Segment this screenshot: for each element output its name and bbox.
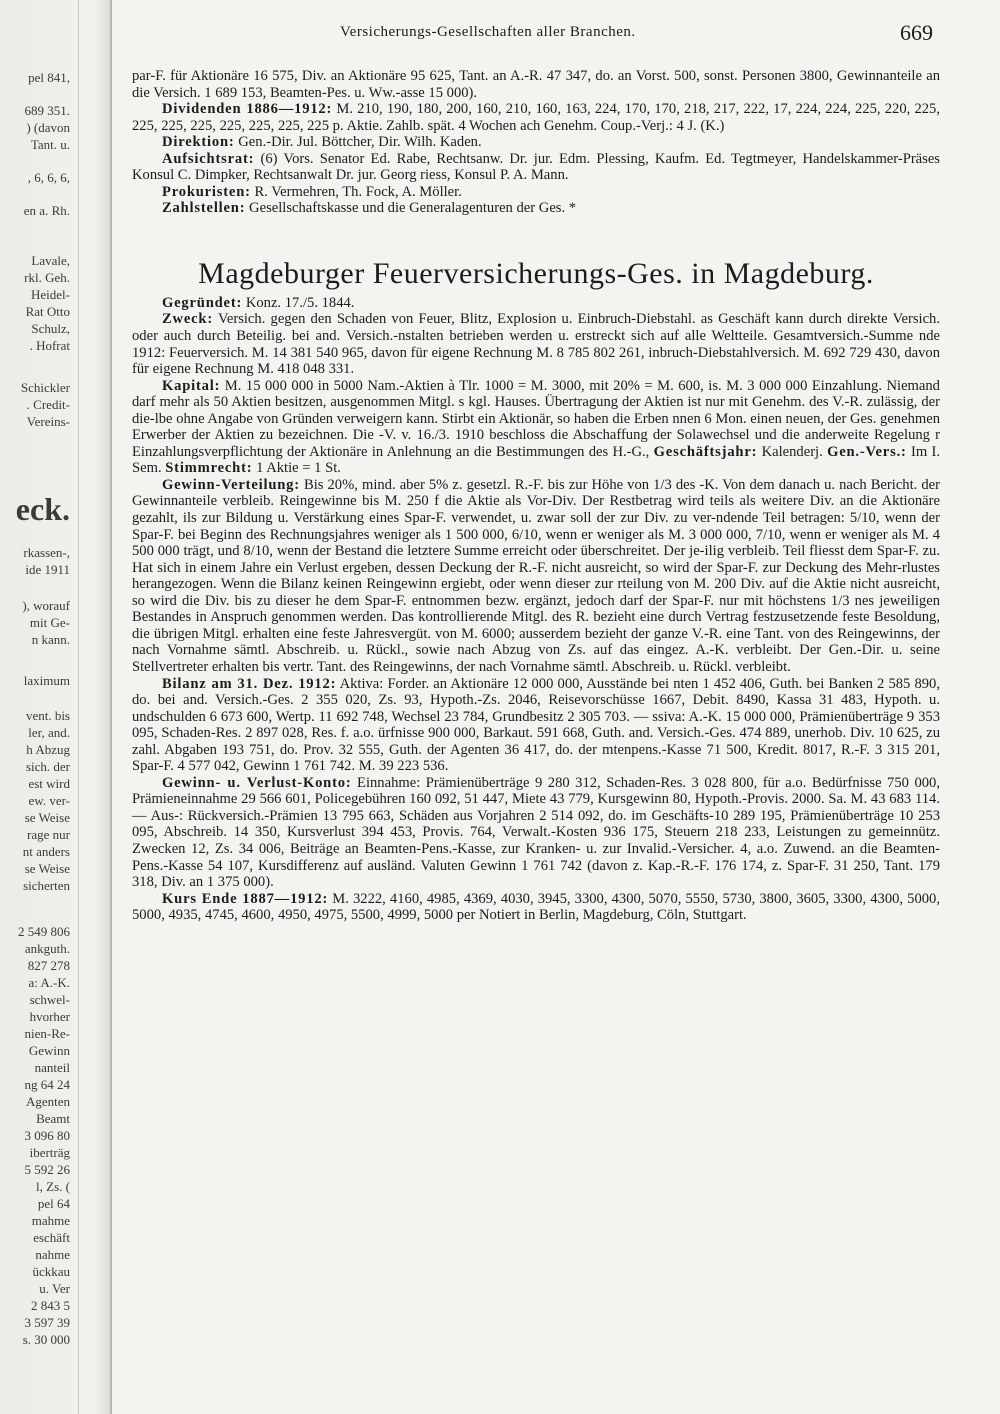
margin-fragment: Lavale, (31, 253, 70, 268)
margin-fragment: ler, and. (28, 725, 70, 740)
zahlstellen-text: Gesellschaftskasse und die Generalagenturen der Ges. * (249, 200, 577, 217)
price-history-label: Kurs Ende 1887—1912: (162, 890, 329, 907)
margin-fragment: nien-Re- (24, 1026, 70, 1041)
margin-fragment: vent. bis (25, 708, 70, 723)
founded-text: Konz. 17./5. 1844. (245, 294, 355, 311)
margin-fragment: s. 30 000 (22, 1332, 70, 1347)
margin-fragment: u. Ver (39, 1281, 70, 1296)
margin-fragment: Schulz, (31, 321, 70, 336)
dividends-label: Dividenden 1886—1912: (162, 101, 333, 118)
fiscal-year-text: Kalenderj. (761, 443, 823, 460)
prev-zahlstellen (132, 200, 940, 217)
direction-label: Direktion: (162, 134, 235, 151)
prokuristen-text: R. Vermehren, Th. Fock, A. Möller. (254, 183, 462, 200)
margin-fragment: ew. ver- (28, 793, 70, 808)
margin-fragment: rage nur (27, 827, 70, 842)
prev-direction (132, 134, 940, 151)
margin-fragment: sich. der (25, 759, 70, 774)
margin-fragment: nt anders (22, 844, 70, 859)
margin-fragment: ) (davon (26, 120, 70, 135)
margin-fragment: 2 549 806 (18, 924, 70, 939)
supervisory-label: Aufsichtsrat: (162, 150, 255, 167)
voting-right-text: 1 Aktie = 1 St. (256, 460, 341, 477)
capital-label: Kapital: (162, 377, 221, 394)
profit-loss-label: Gewinn- u. Verlust-Konto: (162, 774, 352, 791)
margin-fragment: schwel- (29, 992, 70, 1007)
supervisory-text: (6) Vors. Senator Ed. Rabe, Rechtsanw. Dr. jur. Edm. Plessing, Kaufm. Ed. Tegtmeyer, Handelskammer-Präses Konsul C. Dimpker, Rechtsanwalt Dr. jur. Georg riess, Konsul P. A. Mann. (132, 150, 940, 184)
margin-fragment: h Abzug (26, 742, 70, 757)
prokuristen-label: Prokuristen: (162, 183, 251, 200)
margin-fragment: , 6, 6, 6, (27, 170, 70, 185)
margin-fragment: . Hofrat (29, 338, 70, 353)
price-history-text: M. 3222, 4160, 4985, 4369, 4030, 3945, 3300, 4300, 5070, 5550, 5730, 3800, 3605, 3300, 4300, 5000, 5000, 4935, 4745, 4600, 4950, 4975, 5500, 4999, 5000 per Notiert in Berlin, Magdeburg, Cöln, Stuttgart. (132, 890, 941, 924)
profit-distribution-label: Gewinn-Verteilung: (162, 476, 300, 493)
margin-fragment: Tant. u. (30, 137, 70, 152)
direction-text: Gen.-Dir. Jul. Böttcher, Dir. Wilh. Kaden. (238, 134, 482, 151)
purpose-label: Zweck: (162, 311, 214, 328)
page-number: 669 (900, 20, 933, 45)
margin-fragment: 2 843 5 (31, 1298, 70, 1313)
general-meeting-label: Gen.-Vers.: (827, 443, 907, 460)
margin-fragment: 689 351. (24, 103, 70, 118)
margin-fragment: pel 64 (37, 1196, 70, 1211)
profit-distribution (132, 477, 940, 676)
zahlstellen-label: Zahlstellen: (162, 200, 246, 217)
margin-fragment: mit Ge- (29, 615, 70, 630)
margin-fragment: se Weise (24, 810, 70, 825)
margin-fragment: Agenten (25, 1094, 70, 1109)
margin-fragment: est wird (28, 776, 70, 791)
margin-fragment: ankguth. (24, 941, 70, 956)
margin-fragment: laximum (23, 673, 70, 688)
margin-fragment: nahme (35, 1247, 70, 1262)
margin-fragment: Heidel- (31, 287, 70, 302)
voting-right-label: Stimmrecht: (165, 460, 253, 477)
margin-fragment: Gewinn (28, 1043, 70, 1058)
margin-fragment: Rat Otto (25, 304, 70, 319)
founded-label: Gegründet: (162, 294, 243, 311)
profit-loss-account (132, 775, 940, 891)
balance-sheet-label: Bilanz am 31. Dez. 1912: (162, 675, 337, 692)
fiscal-year-label: Geschäftsjahr: (653, 443, 758, 460)
purpose (132, 311, 940, 377)
margin-fragment: eschäft (33, 1230, 70, 1245)
margin-fragment: ide 1911 (25, 562, 70, 577)
prev-paragraph: par-F. für Aktionäre 16 575, Div. an Aktionäre 95 625, Tant. an A.-R. 47 347, do. an Vorst. 500, sonst. Personen 3800, Gewinnanteile an die Versich. 1 689 153, Beamten-Pes. u. Ww.-asse 15 000). (132, 68, 940, 101)
margin-fragment: ng 64 24 (24, 1077, 70, 1092)
margin-fragment: Vereins- (26, 414, 70, 429)
founded (132, 295, 940, 312)
margin-fragment: iberträg (29, 1145, 70, 1160)
margin-fragment: en a. Rh. (23, 203, 70, 218)
prev-supervisory (132, 151, 940, 184)
general-meeting-text: Im I. Sem. (132, 443, 941, 477)
left-page-fold (0, 0, 112, 1414)
margin-fragment: rkl. Geh. (24, 270, 70, 285)
purpose-text: Versich. gegen den Schaden von Feuer, Blitz, Explosion u. Einbruch-Diebstahl. as Geschäft kann durch direkte Versich. oder auch durch Beteilig. bei and. Versich.-nstalten betrieben werden u. erstreckt sich auf alle Weltteile. Gesamtversich.-Summe nde 1912: Feuerversich. M. 14 381 540 965, davon für eigene Rechnung M. 8 785 802 261, inbruch-Diebstahlversich. M. 692 729 430, davon für eigene Rechnung M. 418 048 331. (132, 311, 940, 378)
margin-fragment: se Weise (24, 861, 70, 876)
margin-fragment: sicherten (23, 878, 70, 893)
profit-distribution-text: Bis 20%, mind. aber 5% z. gesetzl. R.-F. bis zur Höhe von 1/3 des -K. Von dem danach u. nach Bericht. der Gewinnanteile verbleib. Reingewinne bis M. 250 f die Aktie als Vor-Div. Der Restbetrag wird teils als weitere Div. an die Aktionäre gezahlt, ils zur Bildung u. Verstärkung eines Spar-F. verwendet, u. zwar soll der zur Div. zu ver-ndende Teil betragen: 5/10, wenn der Spar-F. bei Beginn des Rechnungsjahres weniger als 1 500 000, 6/10, wenn er weniger als M. 3 000 000, 7/10, wenn er weniger als M. 4 500 000 trägt, und 8/10, wenn der Bestand die letztere Summe erreicht oder überschreitet. Der je-ilig verbleib. Teil fliesst dem Spar-F. zu. Hat sich in einem Jahre ein Verlust ergeben, dessen Deckung der R.-F. nicht ausreicht, so wird der Spar-F. zur Deckung des Mehr-rlustes herangezogen. Wenn die Bilanz keinen Reingewinn ergiebt, oder wenn dieser zur rteilung von M. 200 Div. auf die Aktie nicht ausreicht, so wird die Div. bis zu dieser he dem Spar-F. entnommen bezw. ergänzt, jedoch darf der Spar-F. nur mit höchstens 1/3 nes jeweiligen Bestandes in Anspruch genommen werden. Das kontrollierende Mitgl. des R. bezieht eine durch Vertrag festzusetzende feste Besoldung, die übrigen Mitgl. erhalten eine feste Jahresvergüt. von M. 6000; ausserdem bezieht der ganze V.-R. eine Tant. von des Reingewinns, der nach Vornahme sämtl. Abschreib. u. Rückl., sowie nach Abzug von Zs. auf das eingez. A.-K. verbleibt. Der Gen.-Dir. u. seine Stellvertreter erhalten bis vertr. Tant. des Reingewinns, der nach Vornahme sämtl. Abschreib. u. Rückl. verbleibt. (132, 476, 941, 675)
margin-fragment: a: A.-K. (28, 975, 70, 990)
margin-fragment: rkassen-, (23, 545, 70, 560)
balance-sheet (132, 676, 940, 775)
margin-fragment: 3 597 39 (24, 1315, 70, 1330)
balance-sheet-text: Aktiva: Forder. an Aktionäre 12 000 000, Ausstände bei nten 1 452 406, Guth. bei Banken 2 585 890, do. bei and. Versich.-Ges. 2 355 020, Zs. 93, Hypoth.-Zs. 2046, Reisevorschüsse 1667, Debit. 8490, Kassa 31 483, Hypoth. u. undschulden 6 673 600, Wertp. 11 692 748, Wechsel 23 784, Grundbesitz 2 305 703. — ssiva: A.-K. 15 000 000, Prämienüberträge 9 353 095, Schaden-Res. 2 897 028, Res. f. a.o. ürfnisse 900 000, Barkaut. 591 668, Guth. and. Versich.-Ges. 474 889, unerhob. Div. 10 625, zu zahl. Abgaben 193 751, do. Prov. 32 555, Guth. der Agenten 36 417, do. der mtenpens.-Kasse 71 500, Kredit. 8017, R.-F. 3 315 201, Spar-F. 4 577 042, Gewinn 1 761 742. M. 39 223 536. (132, 675, 941, 775)
profit-loss-text: Einnahme: Prämienüberträge 9 280 312, Schaden-Res. 3 028 800, für a.o. Bedürfnisse 750 000, Prämieneinnahme 29 566 601, Policegebühren 160 092, 51 447, Miete 43 779, Kursgewinn 80, Hypoth.-Provis. 2000. Sa. M. 43 683 114. — Aus-: Rückversich.-Prämien 13 795 663, Schäden aus Vorjahren 2 514 092, do. im Geschäfts-10 289 195, Prämienüberträge 10 253 095, Abschreib. 14 350, Kursverlust 394 453, Provis. 764, Verwalt.-Kosten 936 175, Steuern 218 233, Leistungen zu gemeinnütz. Zwecken 12, Zs. 34 006, Beiträge an Beamten-Pens.-Kasse, zur Kranken- u. zur Invalid.-Versicher. 4, a.o. Zuwend. an die Beamten-Pens.-Kasse 54 107, Kursdifferenz auf ausländ. Valuten Gewinn 1 761 742 (davon z. Kap.-R.-F. 176 174, z. Spar-F. 31 250, Tant. 179 318, Div. an 1 375 000). (132, 774, 940, 891)
prev-dividends (132, 101, 940, 134)
margin-fragment: . Credit- (26, 397, 70, 412)
fold-crease (78, 0, 79, 1414)
capital-text: M. 15 000 000 in 5000 Nam.-Aktien à Tlr. 1000 = M. 3000, mit 20% = M. 600, is. M. 3 000 000 Einzahlung. Niemand darf mehr als 50 Aktien besitzen, ausgenommen Mitgl. s kgl. Hauses. Übertragung der Aktien ist nur mit Genehm. des V.-R. zulässig, der die-lbe ohne Angabe von Gründen verweigern kann. Stirbt ein Aktionär, so haben die Erben nnen 6 Mon. einen neuen, der Ges. genehmen Erwerber der Aktien zu bezeichnen. Die -V. v. 16./3. 1910 beschloss die Abschaffung der Solawechsel und die anderweite Regelung r Einzahlungsverpflichtung der Aktionäre in Anlehnung an die Bestimmungen des H.-G., (132, 377, 940, 460)
margin-fragment: ), worauf (22, 598, 70, 613)
margin-fragment: pel 841, (28, 70, 70, 85)
margin-fragment: nanteil (34, 1060, 70, 1075)
prev-prokuristen (132, 184, 940, 201)
margin-fragment: mahme (31, 1213, 70, 1228)
previous-entry (132, 68, 940, 217)
margin-fragment: Beamt (36, 1111, 70, 1126)
running-title: Versicherungs-Gesellschaften aller Branchen. (340, 24, 636, 40)
fold-gutter (110, 0, 112, 1414)
margin-fragment: l, Zs. ( (36, 1179, 70, 1194)
margin-fragment: hvorher (29, 1009, 70, 1024)
text-column (132, 68, 940, 924)
margin-fragment: n kann. (31, 632, 70, 647)
margin-fragment: 827 278 (27, 958, 70, 973)
dividends-text: M. 210, 190, 180, 200, 160, 210, 160, 163, 224, 170, 170, 218, 217, 222, 17, 224, 224, 225, 220, 225, 225, 225, 225, 225, 225, 225, 225 p. Aktie. Zahlb. spät. 4 Wochen ach Genehm. Coup.-Verj.: 4 J. (K.) (132, 101, 940, 134)
entry-title: Magdeburger Feuerversicherungs-Ges. in Magdeburg. (198, 256, 874, 290)
margin-fragment: eck. (15, 491, 70, 527)
price-history (132, 891, 940, 924)
margin-fragment: ückkau (32, 1264, 70, 1279)
margin-fragment: 3 096 80 (24, 1128, 70, 1143)
margin-fragment: 5 592 26 (24, 1162, 70, 1177)
capital (132, 378, 940, 477)
margin-fragment: Schickler (20, 380, 70, 395)
